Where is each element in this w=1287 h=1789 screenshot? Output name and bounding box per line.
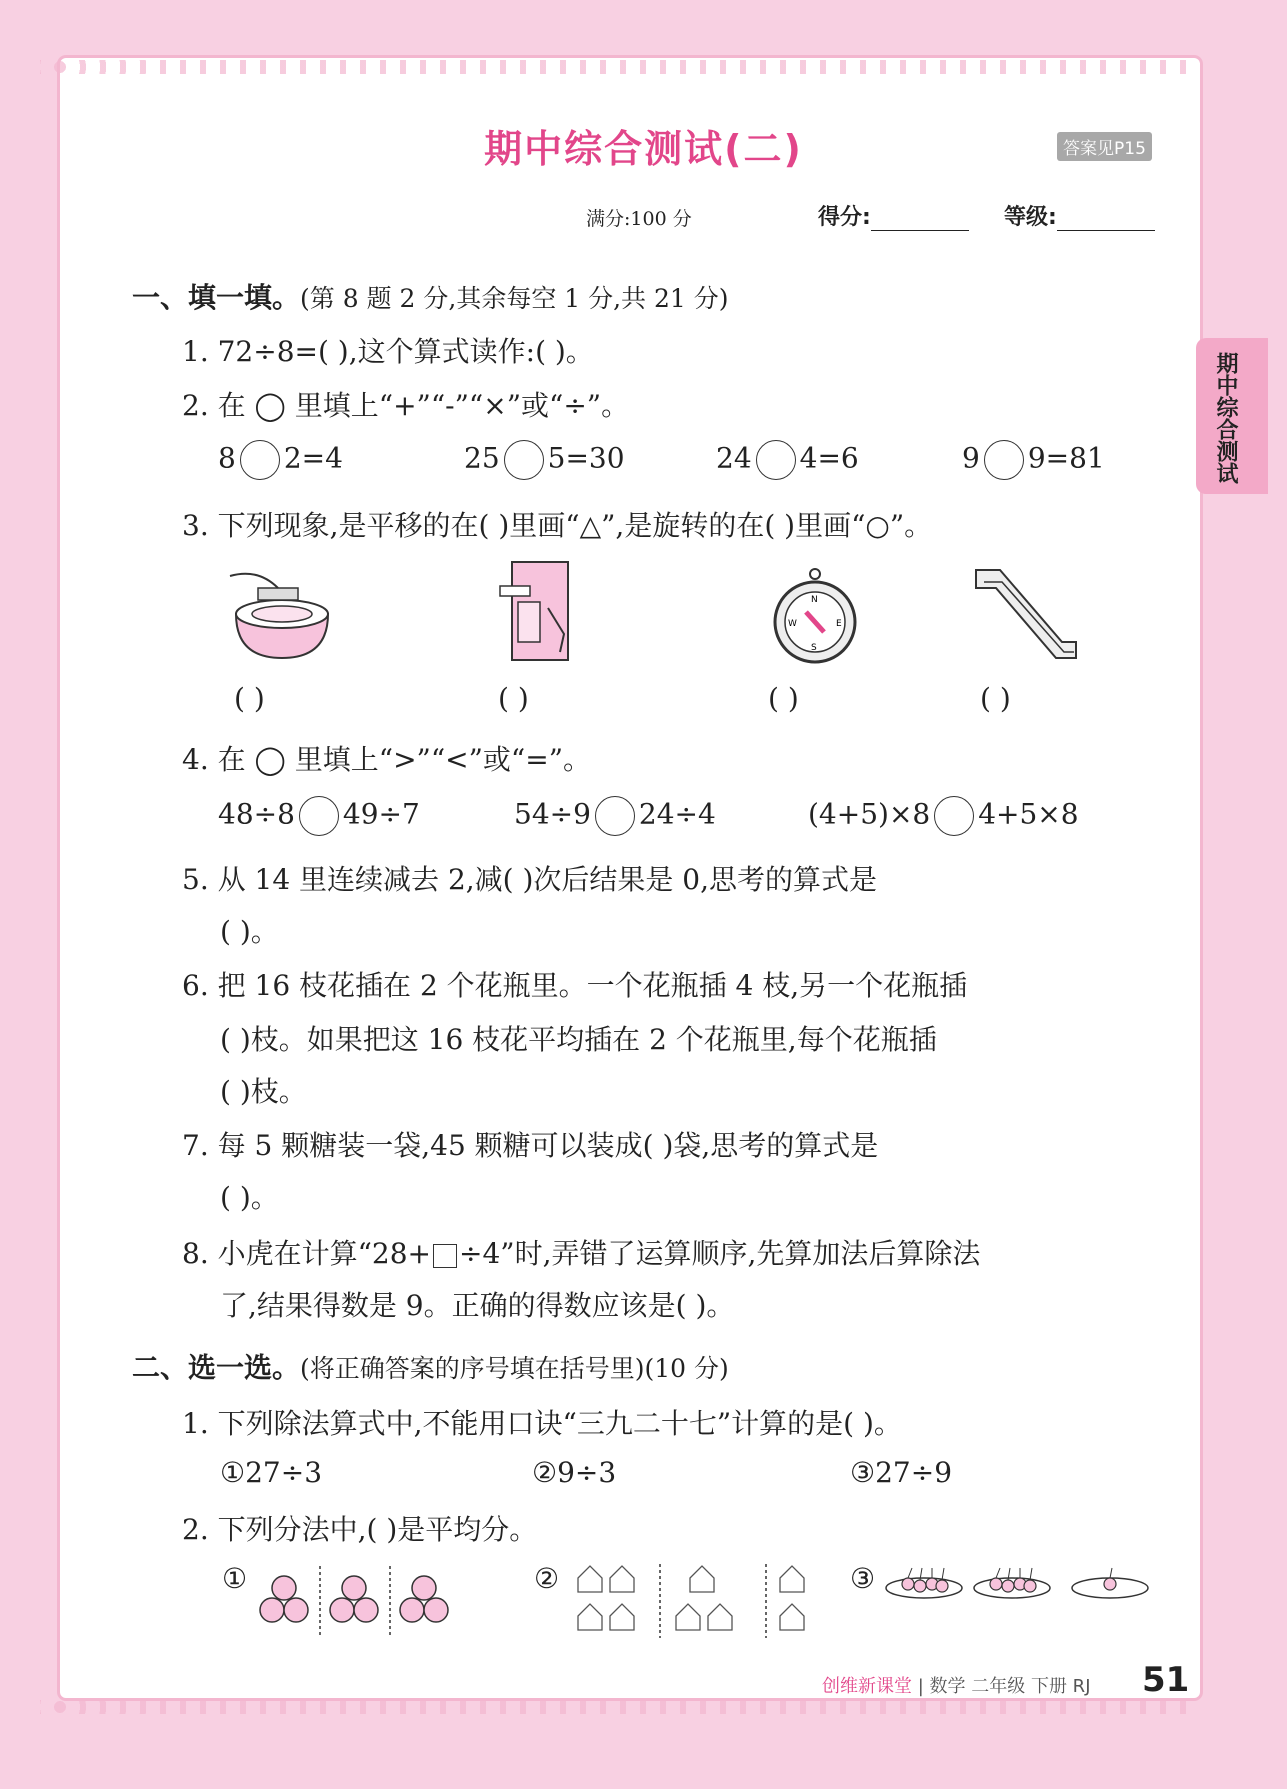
q2-item-3 <box>716 440 859 480</box>
q2-item-2-right: 5=30 <box>547 441 625 475</box>
option-3-plates <box>884 1562 1154 1606</box>
operator-circle[interactable] <box>240 440 280 480</box>
washbasin-image <box>228 566 334 666</box>
svg-text:E: E <box>836 619 842 629</box>
q2-item-4-left: 9 <box>962 441 980 475</box>
q8-text-before: 8. 小虎在计算“28+ <box>182 1237 432 1270</box>
q4-item-2 <box>514 796 716 836</box>
section-1-note: (第 8 题 2 分,其余每空 1 分,共 21 分) <box>300 284 729 313</box>
q2-item-4 <box>962 440 1105 480</box>
q4-item-3 <box>808 796 1079 836</box>
question-1-3: 3. 下列现象,是平移的在( )里画“△”,是旋转的在( )里画“○”。 <box>182 509 933 542</box>
grade-blank[interactable] <box>1057 208 1155 231</box>
question-1-8-line-2: 了,结果得数是 9。正确的得数应该是( )。 <box>220 1289 735 1322</box>
side-tab-label: 期中综合测试 <box>1213 352 1238 484</box>
q2-1-option-1: ①27÷3 <box>220 1456 323 1489</box>
svg-text:N: N <box>811 595 818 605</box>
q2-item-3-right: 4=6 <box>799 441 859 475</box>
q3-blank-2[interactable]: ( ) <box>498 682 529 715</box>
svg-text:W: W <box>788 619 797 629</box>
question-1-7-line-1: 7. 每 5 颗糖装一袋,45 颗糖可以装成( )袋,思考的算式是 <box>182 1129 879 1162</box>
question-1-6-line-2: ( )枝。如果把这 16 枝花平均插在 2 个花瓶里,每个花瓶插 <box>220 1023 937 1056</box>
q3-blank-1[interactable]: ( ) <box>234 682 265 715</box>
grade-label: 等级: <box>1004 205 1057 230</box>
compare-circle[interactable] <box>595 796 635 836</box>
vending-machine-image <box>494 556 576 664</box>
q8-text-after: ÷4”时,弄错了运算顺序,先算加法后算除法 <box>459 1237 981 1270</box>
footer-brand: 创维新课堂 <box>822 1676 912 1697</box>
q4-item-1-left: 48÷8 <box>218 797 295 831</box>
page-number: 51 <box>1142 1660 1190 1700</box>
question-1-5-line-1: 5. 从 14 里连续减去 2,减( )次后结果是 0,思考的算式是 <box>182 863 878 896</box>
q4-item-1-right: 49÷7 <box>342 797 420 831</box>
q2-2-label-2: ② <box>534 1562 560 1595</box>
compare-circle[interactable] <box>934 796 974 836</box>
answer-reference-badge: 答案见P15 <box>1057 132 1152 161</box>
q2-2-label-1: ① <box>222 1562 248 1595</box>
question-1-7-line-2: ( )。 <box>220 1181 279 1214</box>
footer-info <box>822 1672 1091 1698</box>
q2-item-1-left: 8 <box>218 441 236 475</box>
question-2-1: 1. 下列除法算式中,不能用口诀“三九二十七”计算的是( )。 <box>182 1407 902 1440</box>
question-1-6-line-3: ( )枝。 <box>220 1075 307 1108</box>
q2-1-option-2: ②9÷3 <box>532 1456 617 1489</box>
q2-item-3-left: 24 <box>716 441 752 475</box>
q2-item-2 <box>464 440 625 480</box>
q2-2-label-3: ③ <box>850 1562 876 1595</box>
q2-item-1 <box>218 440 343 480</box>
option-1-circles-groups <box>254 1562 464 1640</box>
score-blank[interactable] <box>871 208 969 231</box>
q4-item-1 <box>218 796 420 836</box>
unknown-box <box>433 1244 457 1268</box>
score-label: 得分: <box>818 205 871 230</box>
page-title: 期中综合测试(二) <box>484 127 803 171</box>
operator-circle[interactable] <box>504 440 544 480</box>
q4-item-2-right: 24÷4 <box>638 797 716 831</box>
question-1-2: 2. 在 ◯ 里填上“+”“-”“×”或“÷”。 <box>182 389 630 422</box>
grade-field <box>1004 200 1155 231</box>
question-1-5-line-2: ( )。 <box>220 915 279 948</box>
section-1-title: 一、填一填。 <box>132 281 301 314</box>
operator-circle[interactable] <box>984 440 1024 480</box>
section-2-heading <box>132 1346 729 1386</box>
q2-item-1-right: 2=4 <box>283 441 343 475</box>
score-field <box>818 200 969 231</box>
svg-text:S: S <box>811 643 817 653</box>
q2-item-4-right: 9=81 <box>1027 441 1105 475</box>
q2-item-2-left: 25 <box>464 441 500 475</box>
compass-image <box>770 566 860 666</box>
operator-circle[interactable] <box>756 440 796 480</box>
question-1-1: 1. 72÷8=( ),这个算式读作:( )。 <box>182 335 594 368</box>
q4-item-3-right: 4+5×8 <box>978 797 1079 831</box>
question-1-8-line-1 <box>182 1232 980 1272</box>
section-2-title: 二、选一选。 <box>132 1351 301 1384</box>
q4-item-2-left: 54÷9 <box>514 797 591 831</box>
escalator-image <box>970 564 1082 668</box>
bottom-wave-border <box>40 1700 1197 1714</box>
full-score: 满分:100 分 <box>586 208 692 230</box>
section-2-note: (将正确答案的序号填在括号里)(10 分) <box>300 1354 729 1383</box>
q2-1-option-3: ③27÷9 <box>850 1456 953 1489</box>
question-2-2: 2. 下列分法中,( )是平均分。 <box>182 1513 538 1546</box>
question-1-6-line-1: 6. 把 16 枝花插在 2 个花瓶里。一个花瓶插 4 枝,另一个花瓶插 <box>182 969 968 1002</box>
footer-details: | 数学 二年级 下册 RJ <box>917 1676 1091 1697</box>
q3-blank-3[interactable]: ( ) <box>768 682 799 715</box>
top-wave-border <box>40 60 1197 74</box>
compare-circle[interactable] <box>299 796 339 836</box>
q3-blank-4[interactable]: ( ) <box>980 682 1011 715</box>
question-1-4: 4. 在 ◯ 里填上“>”“<”或“=”。 <box>182 743 592 776</box>
section-1-heading <box>132 276 729 316</box>
q4-item-3-left: (4+5)×8 <box>808 797 931 831</box>
option-2-houses-groups <box>570 1560 820 1642</box>
